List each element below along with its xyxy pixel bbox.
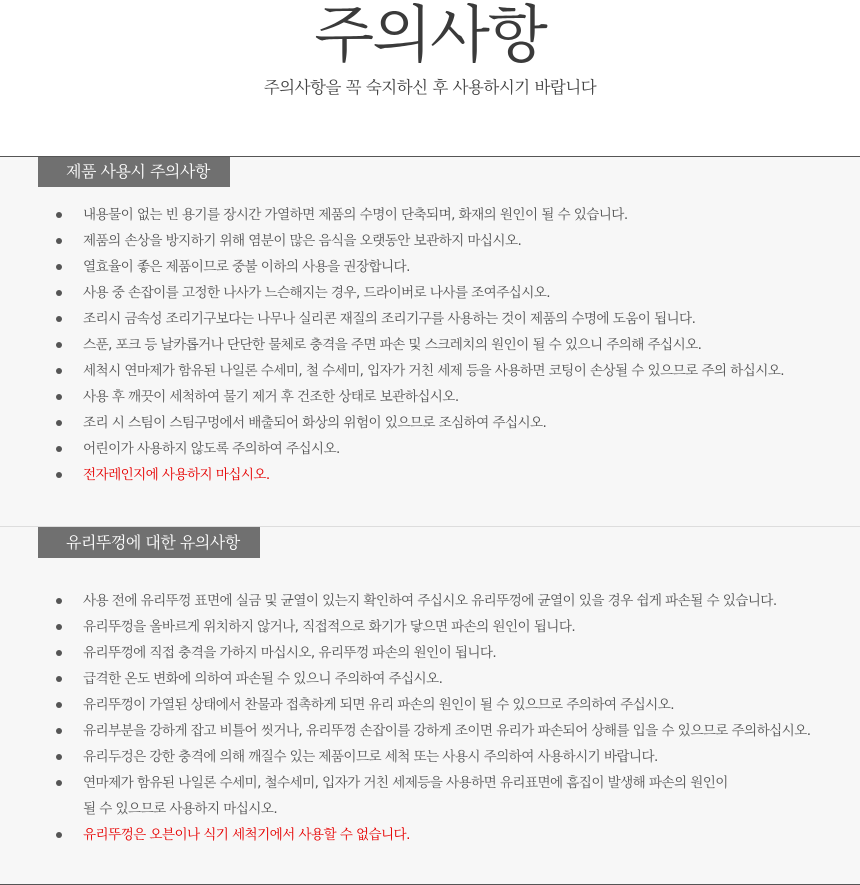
list-item: 제품의 손상을 방지하기 위해 염분이 많은 음식을 오랫동안 보관하지 마십시오. — [0, 228, 784, 254]
product-caution-section — [0, 156, 860, 526]
list-item-continuation: 될 수 있으므로 사용하지 마십시오. — [83, 801, 278, 817]
bullet-icon — [56, 316, 62, 322]
list-item: 유리두겅은 강한 충격에 의해 깨질수 있는 제품이므로 세척 또는 사용시 주의하여 사용하시기 바랍니다. — [0, 744, 810, 770]
list-item: 유리뚜껑에 직접 충격을 가하지 마십시오, 유리뚜껑 파손의 원인이 됩니다. — [0, 640, 810, 666]
list-item: 세척시 연마제가 함유된 나일론 수세미, 철 수세미, 입자가 거친 세제 등을 사용하면 코팅이 손상될 수 있으므로 주의 하십시오. — [0, 358, 784, 384]
glass-lid-caution-section — [0, 526, 860, 885]
list-item: 사용 전에 유리뚜껑 표면에 실금 및 균열이 있는지 확인하여 주십시오 유리뚜껑에 균열이 있을 경우 쉽게 파손될 수 있습니다. — [0, 588, 810, 614]
bullet-icon — [56, 420, 62, 426]
list-item: 유리부분을 강하게 잡고 비틀어 씻거나, 유리뚜껑 손잡이를 강하게 조이면 유리가 파손되어 상해를 입을 수 있으므로 주의하십시오. — [0, 718, 810, 744]
section-title: 제품 사용시 주의사항 — [38, 157, 230, 187]
list-item: 연마제가 함유된 나일론 수세미, 철수세미, 입자가 거친 세제등을 사용하면 유리표면에 흠집이 발생해 파손의 원인이 될 수 있으므로 사용하지 마십시오. — [0, 770, 810, 822]
list-item: 스푼, 포크 등 날카롭거나 단단한 물체로 충격을 주면 파손 및 스크레치의 원인이 될 수 있으니 주의해 주십시오. — [0, 332, 784, 358]
bullet-icon — [56, 446, 62, 452]
bullet-icon — [56, 702, 62, 708]
page-title: 주의사항 — [314, 0, 546, 71]
bullet-icon — [56, 290, 62, 296]
bullet-icon — [56, 238, 62, 244]
bullet-icon — [56, 754, 62, 760]
section-title: 유리뚜껑에 대한 유의사항 — [38, 527, 260, 558]
warning-list-item: 유리뚜껑은 오븐이나 식기 세척기에서 사용할 수 없습니다. — [0, 822, 810, 848]
warning-list-item: 전자레인지에 사용하지 마십시오. — [0, 462, 784, 488]
list-item: 조리 시 스팀이 스팀구멍에서 배출되어 화상의 위험이 있으므로 조심하여 주십시오. — [0, 410, 784, 436]
bullet-icon — [56, 832, 62, 838]
list-item: 유리뚜껑을 올바르게 위치하지 않거나, 직접적으로 화기가 닿으면 파손의 원인이 됩니다. — [0, 614, 810, 640]
list-item: 유리뚜껑이 가열된 상태에서 찬물과 접촉하게 되면 유리 파손의 원인이 될 수 있으므로 주의하여 주십시오. — [0, 692, 810, 718]
bullet-icon — [56, 342, 62, 348]
bullet-icon — [56, 394, 62, 400]
list-item: 조리시 금속성 조리기구보다는 나무나 실리콘 재질의 조리기구를 사용하는 것이 제품의 수명에 도움이 됩니다. — [0, 306, 784, 332]
bullet-icon — [56, 728, 62, 734]
page-subtitle: 주의사항을 꼭 숙지하신 후 사용하시기 바랍니다 — [263, 78, 597, 97]
bullet-icon — [56, 624, 62, 630]
list-item: 열효율이 좋은 제품이므로 중불 이하의 사용을 권장합니다. — [0, 254, 784, 280]
caution-list — [0, 202, 784, 488]
list-item: 어린이가 사용하지 않도록 주의하여 주십시오. — [0, 436, 784, 462]
bullet-icon — [56, 212, 62, 218]
bullet-icon — [56, 472, 62, 478]
bullet-icon — [56, 650, 62, 656]
list-item: 내용물이 없는 빈 용기를 장시간 가열하면 제품의 수명이 단축되며, 화재의 원인이 될 수 있습니다. — [0, 202, 784, 228]
list-item: 사용 중 손잡이를 고정한 나사가 느슨해지는 경우, 드라이버로 나사를 조여주십시오. — [0, 280, 784, 306]
caution-list — [0, 588, 810, 848]
list-item: 급격한 온도 변화에 의하여 파손될 수 있으니 주의하여 주십시오. — [0, 666, 810, 692]
bullet-icon — [56, 676, 62, 682]
bullet-icon — [56, 598, 62, 604]
bullet-icon — [56, 264, 62, 270]
list-item: 사용 후 깨끗이 세척하여 물기 제거 후 건조한 상태로 보관하십시오. — [0, 384, 784, 410]
bullet-icon — [56, 780, 62, 786]
bullet-icon — [56, 368, 62, 374]
